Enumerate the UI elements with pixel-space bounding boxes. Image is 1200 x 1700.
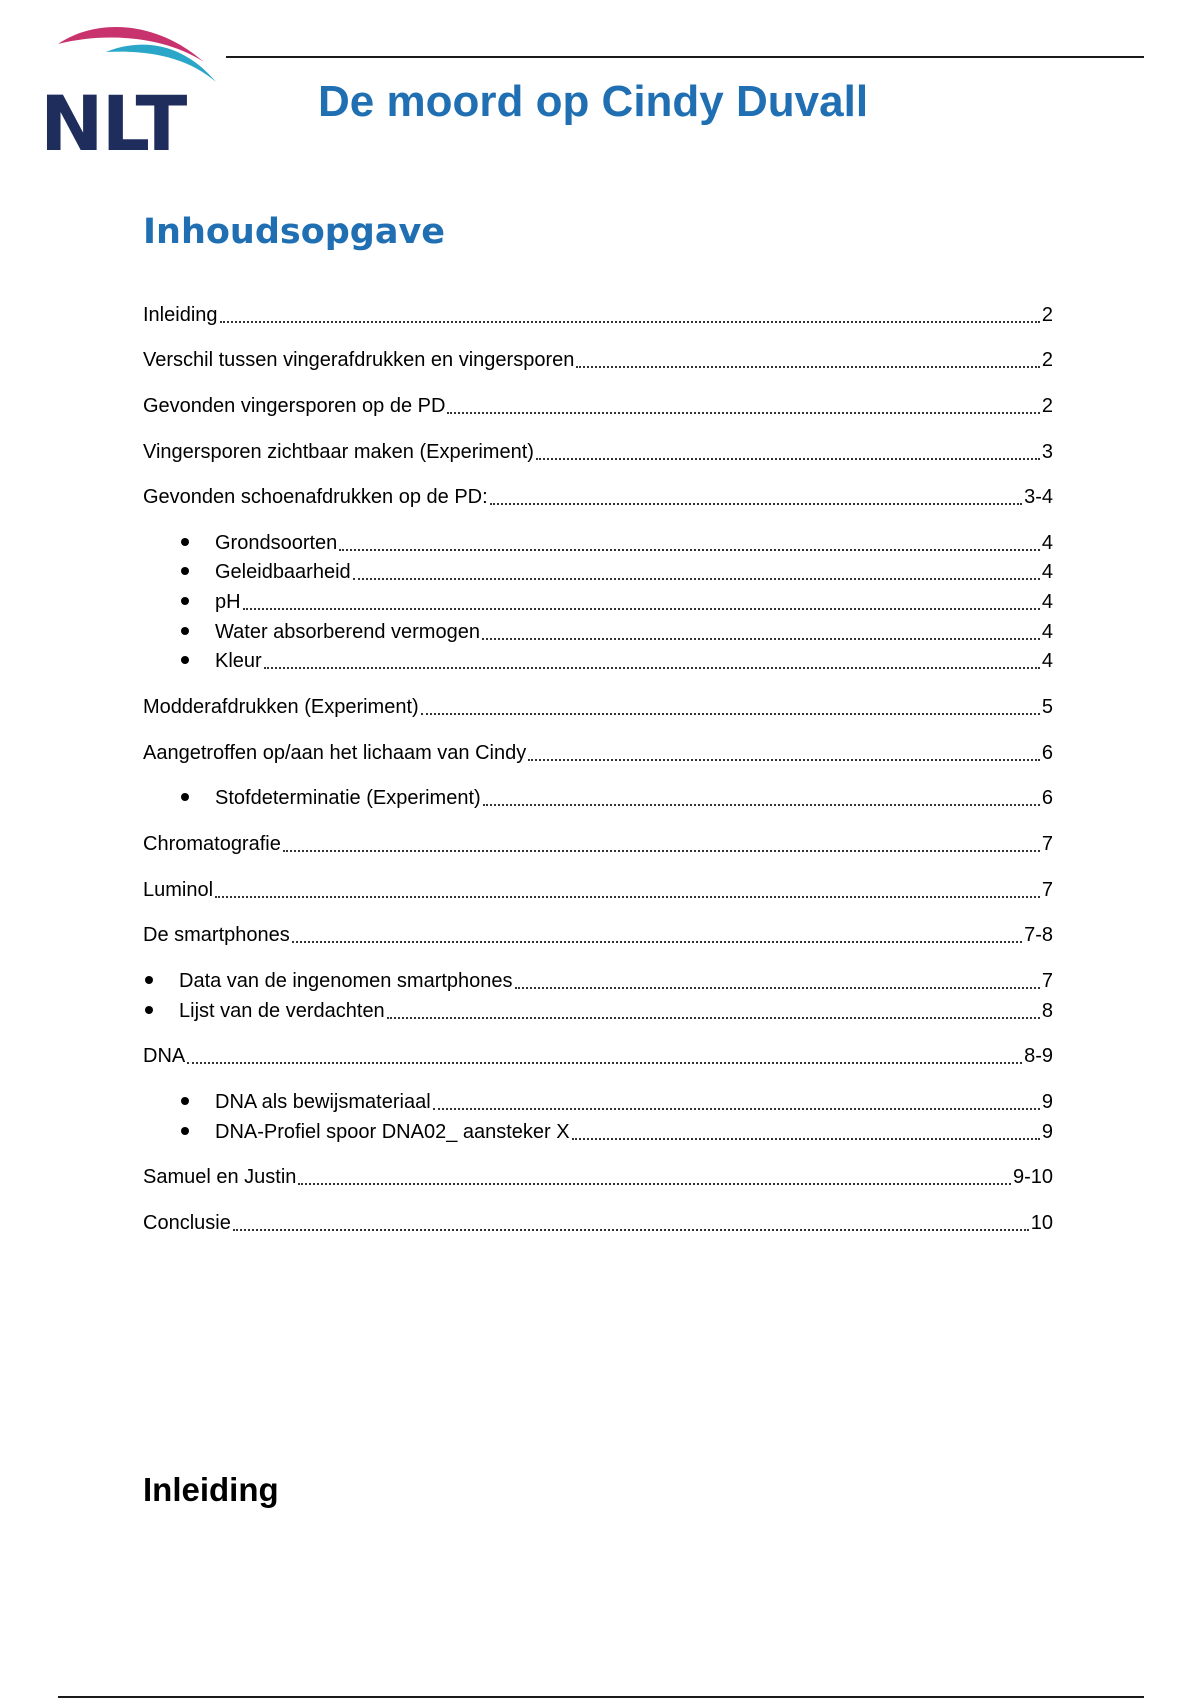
toc-entry-page: 4 bbox=[1041, 650, 1053, 672]
toc-entry-page: 4 bbox=[1041, 621, 1053, 643]
toc-leader bbox=[220, 321, 1040, 323]
toc-leader bbox=[292, 941, 1022, 943]
toc-entry-label: DNA bbox=[143, 1045, 186, 1067]
toc-entry-page: 4 bbox=[1041, 591, 1053, 613]
toc-entry[interactable] bbox=[143, 694, 1053, 720]
toc-entry-page: 4 bbox=[1041, 561, 1053, 583]
toc-entry-label: Data van de ingenomen smartphones bbox=[179, 970, 513, 992]
toc-entry-page: 6 bbox=[1041, 742, 1053, 764]
toc-leader bbox=[187, 1062, 1022, 1064]
toc-entry-page: 3-4 bbox=[1024, 486, 1053, 508]
toc-leader bbox=[298, 1183, 1011, 1185]
toc-leader bbox=[482, 638, 1040, 640]
toc-entry-label: Geleidbaarheid bbox=[215, 561, 351, 583]
toc-entry[interactable] bbox=[143, 877, 1053, 903]
toc-entry-label: Lijst van de verdachten bbox=[179, 1000, 385, 1022]
document-title: De moord op Cindy Duvall bbox=[318, 77, 869, 126]
toc-entry-label: Luminol bbox=[143, 879, 214, 901]
toc-entry[interactable] bbox=[143, 439, 1053, 465]
toc-subentry[interactable] bbox=[143, 998, 1053, 1024]
toc-entry-label: Gevonden vingersporen op de PD bbox=[143, 395, 446, 417]
toc-entry-label: Verschil tussen vingerafdrukken en vingersporen bbox=[143, 349, 575, 371]
toc-entry-page: 7-8 bbox=[1024, 924, 1053, 946]
toc-leader bbox=[572, 1138, 1040, 1140]
toc-entry-label: De smartphones bbox=[143, 924, 290, 946]
toc-entry-label: Stofdeterminatie (Experiment) bbox=[215, 787, 481, 809]
toc-entry[interactable] bbox=[143, 740, 1053, 766]
toc-leader bbox=[233, 1229, 1029, 1231]
toc-leader bbox=[215, 896, 1040, 898]
toc-leader bbox=[353, 578, 1040, 580]
toc-entry-page: 7 bbox=[1041, 879, 1053, 901]
toc-subentry[interactable] bbox=[179, 589, 1053, 615]
toc-leader bbox=[283, 850, 1040, 852]
toc-entry-label: Aangetroffen op/aan het lichaam van Cindy bbox=[143, 742, 527, 764]
bullet-icon bbox=[179, 648, 215, 674]
toc-entry[interactable] bbox=[143, 302, 1053, 328]
toc-entry-page: 8 bbox=[1041, 1000, 1053, 1022]
toc-entry-label: Samuel en Justin bbox=[143, 1166, 297, 1188]
toc-leader bbox=[243, 608, 1040, 610]
toc-leader bbox=[421, 713, 1040, 715]
toc-entry-page: 4 bbox=[1041, 532, 1053, 554]
toc-entry-page: 8-9 bbox=[1024, 1045, 1053, 1067]
bullet-icon bbox=[179, 785, 215, 811]
toc-leader bbox=[528, 759, 1040, 761]
bullet-icon bbox=[179, 1089, 215, 1115]
logo-text: NLT bbox=[40, 79, 186, 168]
nlt-logo bbox=[36, 22, 226, 172]
toc-subentry[interactable] bbox=[179, 648, 1053, 674]
section-heading-inleiding: Inleiding bbox=[143, 1471, 279, 1508]
toc-leader bbox=[483, 804, 1040, 806]
toc-leader bbox=[433, 1108, 1040, 1110]
toc-entry-page: 2 bbox=[1041, 349, 1053, 371]
toc-entry-page: 9 bbox=[1041, 1121, 1053, 1143]
toc-entry-page: 10 bbox=[1030, 1212, 1053, 1234]
bullet-icon bbox=[143, 968, 179, 994]
toc-entry-page: 2 bbox=[1041, 395, 1053, 417]
toc-entry-page: 6 bbox=[1041, 787, 1053, 809]
toc-subentry[interactable] bbox=[179, 619, 1053, 645]
toc-subentry[interactable] bbox=[179, 530, 1053, 556]
toc-leader bbox=[515, 987, 1040, 989]
toc-subentry[interactable] bbox=[143, 968, 1053, 994]
toc-leader bbox=[536, 458, 1040, 460]
bullet-icon bbox=[179, 619, 215, 645]
header-rule bbox=[226, 56, 1144, 58]
toc-entry-label: Conclusie bbox=[143, 1212, 231, 1234]
toc-entry-label: Inleiding bbox=[143, 304, 218, 326]
toc-entry-label: pH bbox=[215, 591, 241, 613]
bullet-icon bbox=[179, 559, 215, 585]
toc-leader bbox=[264, 667, 1040, 669]
bullet-icon bbox=[179, 1119, 215, 1145]
footer-rule bbox=[58, 1696, 1144, 1698]
toc-entry-page: 7 bbox=[1041, 970, 1053, 992]
toc-entry[interactable] bbox=[143, 347, 1053, 373]
toc-subentry[interactable] bbox=[179, 1089, 1053, 1115]
toc-leader bbox=[447, 412, 1039, 414]
toc-heading: Inhoudsopgave bbox=[143, 212, 446, 252]
toc-leader bbox=[576, 366, 1040, 368]
toc-entry[interactable] bbox=[143, 484, 1053, 510]
bullet-icon bbox=[143, 998, 179, 1024]
toc-entry-label: Modderafdrukken (Experiment) bbox=[143, 696, 419, 718]
toc-entry[interactable] bbox=[143, 1210, 1053, 1236]
toc-entry-page: 9 bbox=[1041, 1091, 1053, 1113]
toc-entry-page: 3 bbox=[1041, 441, 1053, 463]
toc-subentry[interactable] bbox=[179, 1119, 1053, 1145]
toc-entry-page: 7 bbox=[1041, 833, 1053, 855]
toc-entry-label: Vingersporen zichtbaar maken (Experiment) bbox=[143, 441, 534, 463]
toc-entry[interactable] bbox=[143, 1164, 1053, 1190]
toc-entry-label: DNA-Profiel spoor DNA02_ aansteker X bbox=[215, 1121, 570, 1143]
toc-entry-label: DNA als bewijsmateriaal bbox=[215, 1091, 431, 1113]
toc-entry-label: Gevonden schoenafdrukken op de PD: bbox=[143, 486, 488, 508]
logo-wing-teal bbox=[106, 45, 216, 82]
toc-entry-label: Kleur bbox=[215, 650, 262, 672]
toc-subentry[interactable] bbox=[179, 559, 1053, 585]
toc-entry-page: 9-10 bbox=[1012, 1166, 1053, 1188]
toc-entry[interactable] bbox=[143, 393, 1053, 419]
toc-leader bbox=[387, 1017, 1040, 1019]
toc-entry[interactable] bbox=[143, 831, 1053, 857]
toc-entry[interactable] bbox=[143, 1043, 1053, 1069]
toc-entry-page: 5 bbox=[1041, 696, 1053, 718]
toc-leader bbox=[490, 503, 1022, 505]
toc-entry-label: Grondsoorten bbox=[215, 532, 338, 554]
toc-entry-label: Chromatografie bbox=[143, 833, 281, 855]
toc-entry[interactable] bbox=[143, 922, 1053, 948]
toc-subentry[interactable] bbox=[179, 785, 1053, 811]
bullet-icon bbox=[179, 530, 215, 556]
toc-leader bbox=[339, 549, 1040, 551]
bullet-icon bbox=[179, 589, 215, 615]
toc-entry-page: 2 bbox=[1041, 304, 1053, 326]
toc-entry-label: Water absorberend vermogen bbox=[215, 621, 480, 643]
